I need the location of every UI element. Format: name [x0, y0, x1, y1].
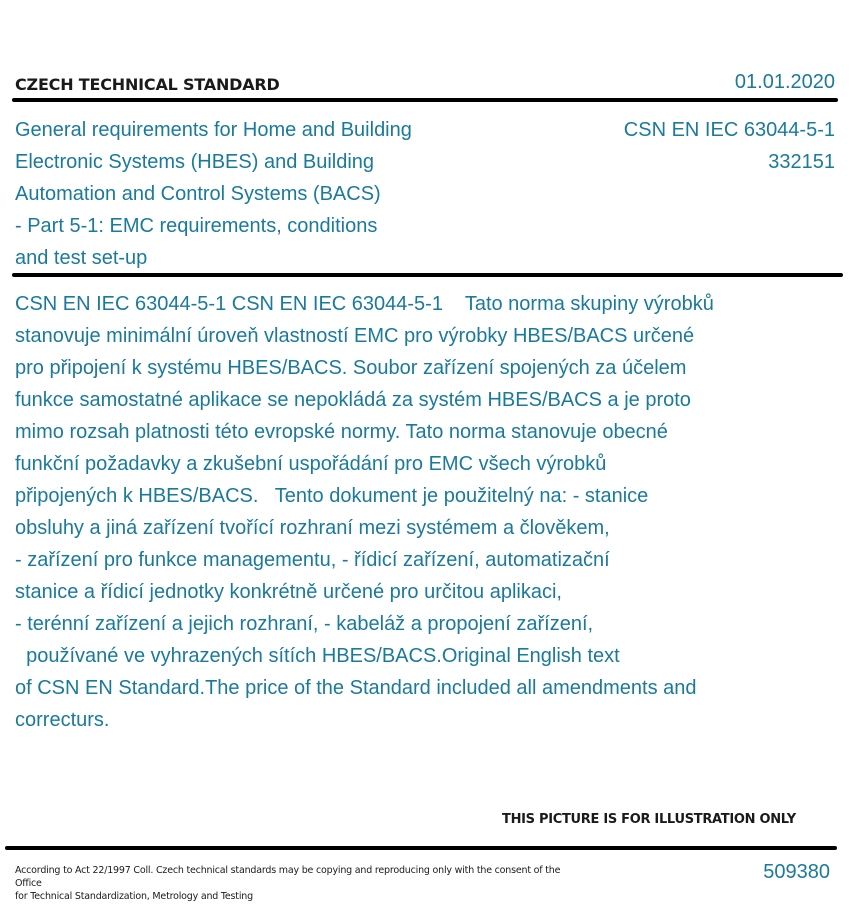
- abstract-line: připojených k HBES/BACS. Tento dokument je použitelný na: - stanice: [15, 485, 649, 507]
- abstract-line: of CSN EN Standard.The price of the Standard included all amendments and: [15, 677, 697, 699]
- abstract-line: pro připojení k systému HBES/BACS. Soubor zařízení spojených za účelem: [15, 357, 687, 379]
- standard-type-label: CZECH TECHNICAL STANDARD: [15, 75, 280, 94]
- abstract-line: correcturs.: [15, 709, 110, 731]
- abstract-line: CSN EN IEC 63044-5-1 CSN EN IEC 63044-5-1 Tato norma skupiny výrobků: [15, 293, 714, 315]
- effective-date: 01.01.2020: [734, 71, 835, 93]
- title-line: General requirements for Home and Building: [15, 119, 412, 141]
- standard-code: CSN EN IEC 63044-5-1: [623, 119, 835, 141]
- title-divider: [12, 273, 843, 277]
- abstract-line: mimo rozsah platnosti této evropské normy. Tato norma stanovuje obecné: [15, 421, 668, 443]
- catalog-number: 509380: [763, 861, 830, 883]
- abstract-line: funkční požadavky a zkušební uspořádání pro EMC všech výrobků: [15, 453, 607, 475]
- footer-divider: [5, 846, 837, 850]
- legal-line: According to Act 22/1997 Coll. Czech technical standards may be copying and reproducing only with the consent of the Office: [15, 865, 561, 889]
- abstract-line: obsluhy a jiná zařízení tvořící rozhraní mezi systémem a člověkem,: [15, 517, 610, 539]
- abstract-line: - terénní zařízení a jejich rozhraní, - kabeláž a propojení zařízení,: [15, 613, 594, 635]
- title-line: and test set-up: [15, 247, 148, 269]
- class-number: 332151: [768, 151, 835, 173]
- abstract-text: [15, 288, 805, 736]
- abstract-line: stanovuje minimální úroveň vlastností EMC pro výrobky HBES/BACS určené: [15, 325, 695, 347]
- legal-notice: [15, 864, 585, 903]
- standard-identifier: [624, 114, 835, 178]
- legal-line: for Technical Standardization, Metrology and Testing: [15, 891, 253, 902]
- abstract-line: používané ve vyhrazených sítích HBES/BACS.Original English text: [15, 645, 620, 667]
- illustration-disclaimer: THIS PICTURE IS FOR ILLUSTRATION ONLY: [502, 812, 796, 827]
- abstract-line: - zařízení pro funkce managementu, - řídicí zařízení, automatizační: [15, 549, 610, 571]
- abstract-line: stanice a řídicí jednotky konkrétně určené pro určitou aplikaci,: [15, 581, 562, 603]
- title-line: - Part 5-1: EMC requirements, conditions: [15, 215, 378, 237]
- header-divider: [12, 98, 838, 102]
- abstract-line: funkce samostatné aplikace se nepokládá za systém HBES/BACS a je proto: [15, 389, 691, 411]
- title-line: Automation and Control Systems (BACS): [15, 183, 381, 205]
- standard-title: [15, 114, 455, 274]
- title-line: Electronic Systems (HBES) and Building: [15, 151, 375, 173]
